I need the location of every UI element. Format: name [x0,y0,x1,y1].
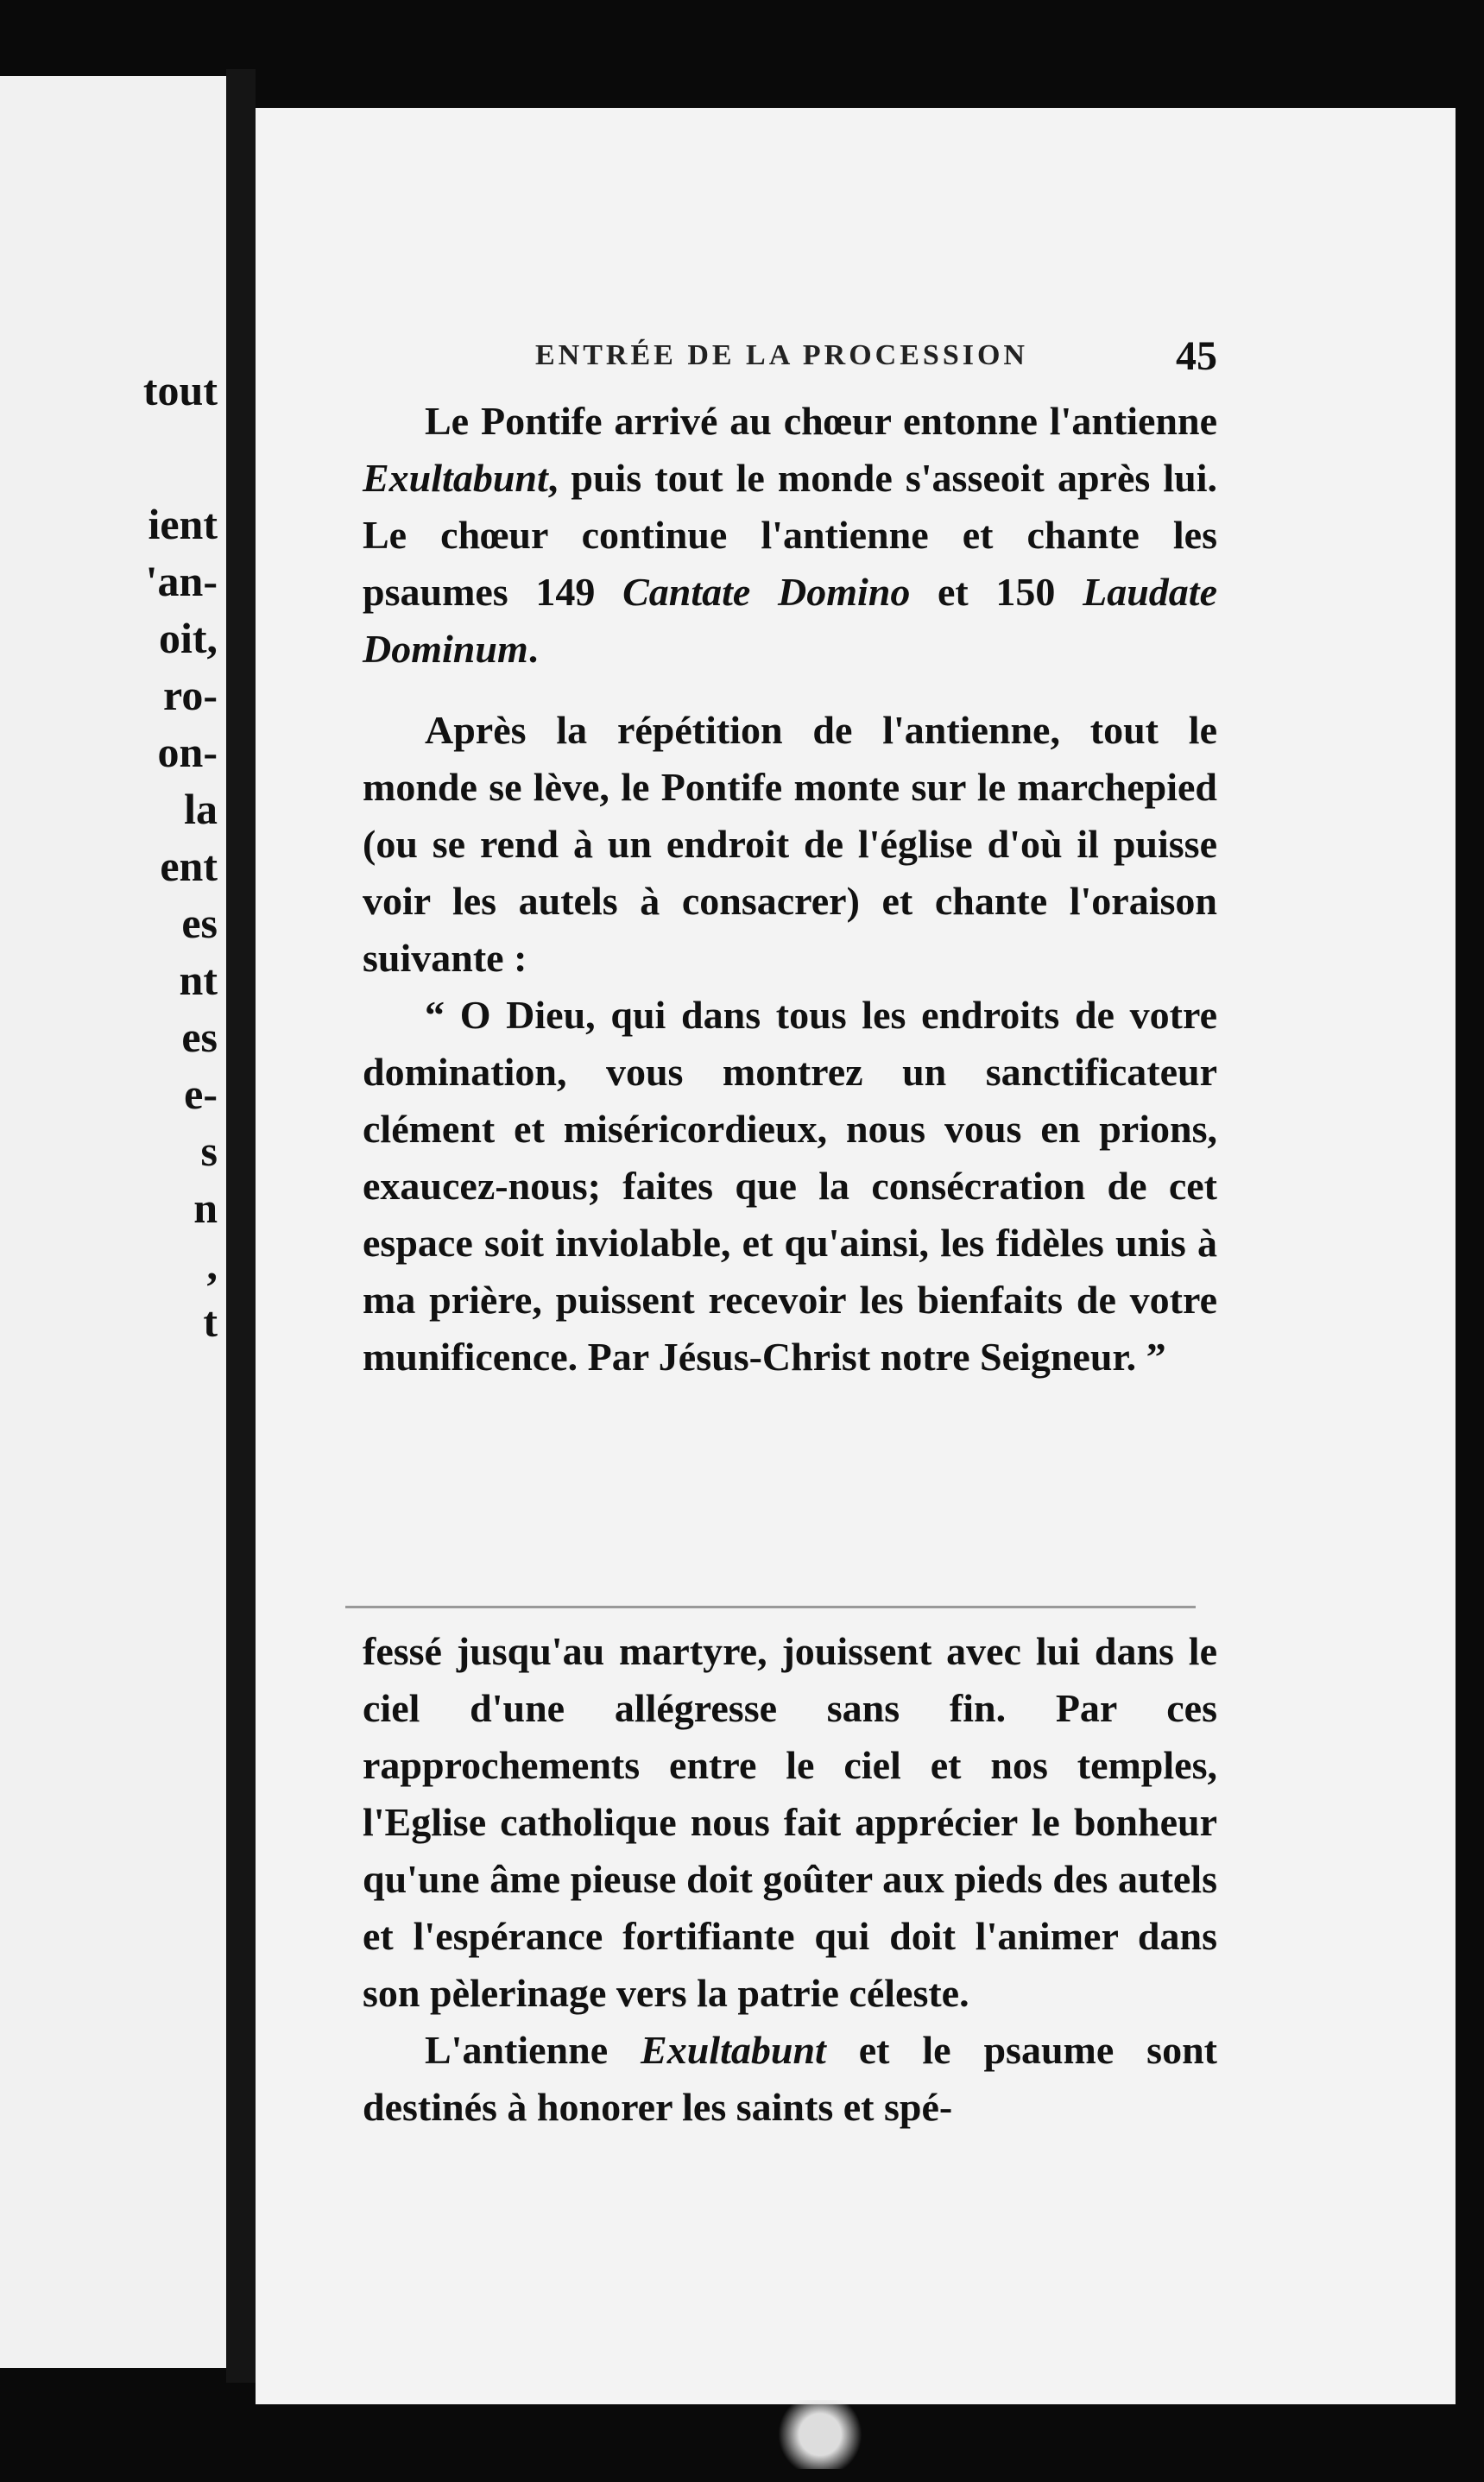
left-text-fragment: s [200,1127,218,1175]
left-text-fragment: es [181,899,218,947]
page-number: 45 [1176,333,1217,379]
book-gutter [226,69,256,2383]
main-text [363,393,1217,1386]
paragraph-procession: Le Pontife arrivé au chœur entonne l'antienne Exultabunt, puis tout le monde s'asseoit après lui. Le chœur continue l'antienne et chante les psaumes 149 Cantate Domino et 150 Laudate Dominum. [363,399,1217,671]
left-text-fragment: ent [160,842,218,890]
italic-exultabunt: Exultabunt [363,456,548,500]
left-text-fragment: ient [148,500,218,548]
footnote-paragraph-antienne: L'antienne Exultabunt et le psaume sont destinés à honorer les saints et spé- [363,2028,1217,2129]
footnote-text [363,1623,1217,2136]
running-title: ENTRÉE DE LA PROCESSION [535,339,1028,371]
left-text-fragment: t [203,1298,218,1346]
left-text-fragment: la [184,785,218,833]
italic-cantate: Cantate Domino [622,570,911,614]
left-text-fragment: , [206,1241,218,1289]
paragraph-prayer: “ O Dieu, qui dans tous les endroits de votre domination, vous montrez un sanctificateur clément et miséricordieux, nous vous en prions, exaucez-nous; faites que la consécration de cet espace soit inviolable, et qu'ainsi, les fidèles unis à ma prière, puissent recevoir les bienfaits de votre munificence. Par Jésus-Christ notre Seigneur. ” [363,993,1217,1379]
page-header [535,333,1217,400]
scan-artifact [760,2400,881,2469]
footnote-divider [345,1606,1196,1608]
left-text-fragment: 'an- [145,557,218,605]
left-page-fragment [0,76,242,2368]
footnote-paragraph: fessé jusqu'au martyre, jouissent avec lui dans le ciel d'une allégresse sans fin. Par ces rapprochements entre le ciel et nos temples, l'Eglise catholique nous fait apprécier le bonheur qu'une âme pieuse doit goûter aux pieds des autels et l'espérance fortifiante qui doit l'animer dans son pèlerinage vers la patrie céleste. [363,1629,1217,2015]
paragraph-repetition: Après la répétition de l'antienne, tout le monde se lève, le Pontife monte sur le marchepied (ou se rend à un endroit de l'église d'où il puisse voir les autels à consacrer) et chante l'oraison suivante : [363,708,1217,980]
left-text-fragment: on- [157,728,218,776]
left-text-fragment: oit, [158,614,218,662]
left-text-fragment: ro- [163,671,218,719]
left-text-fragment: tout [142,366,218,414]
left-text-fragment: es [181,1013,218,1061]
left-text-fragment: n [193,1184,218,1232]
left-text-fragment: nt [179,956,218,1004]
left-text-fragment: e- [184,1070,218,1118]
italic-laudate: Laudate Dominum [363,570,1217,671]
